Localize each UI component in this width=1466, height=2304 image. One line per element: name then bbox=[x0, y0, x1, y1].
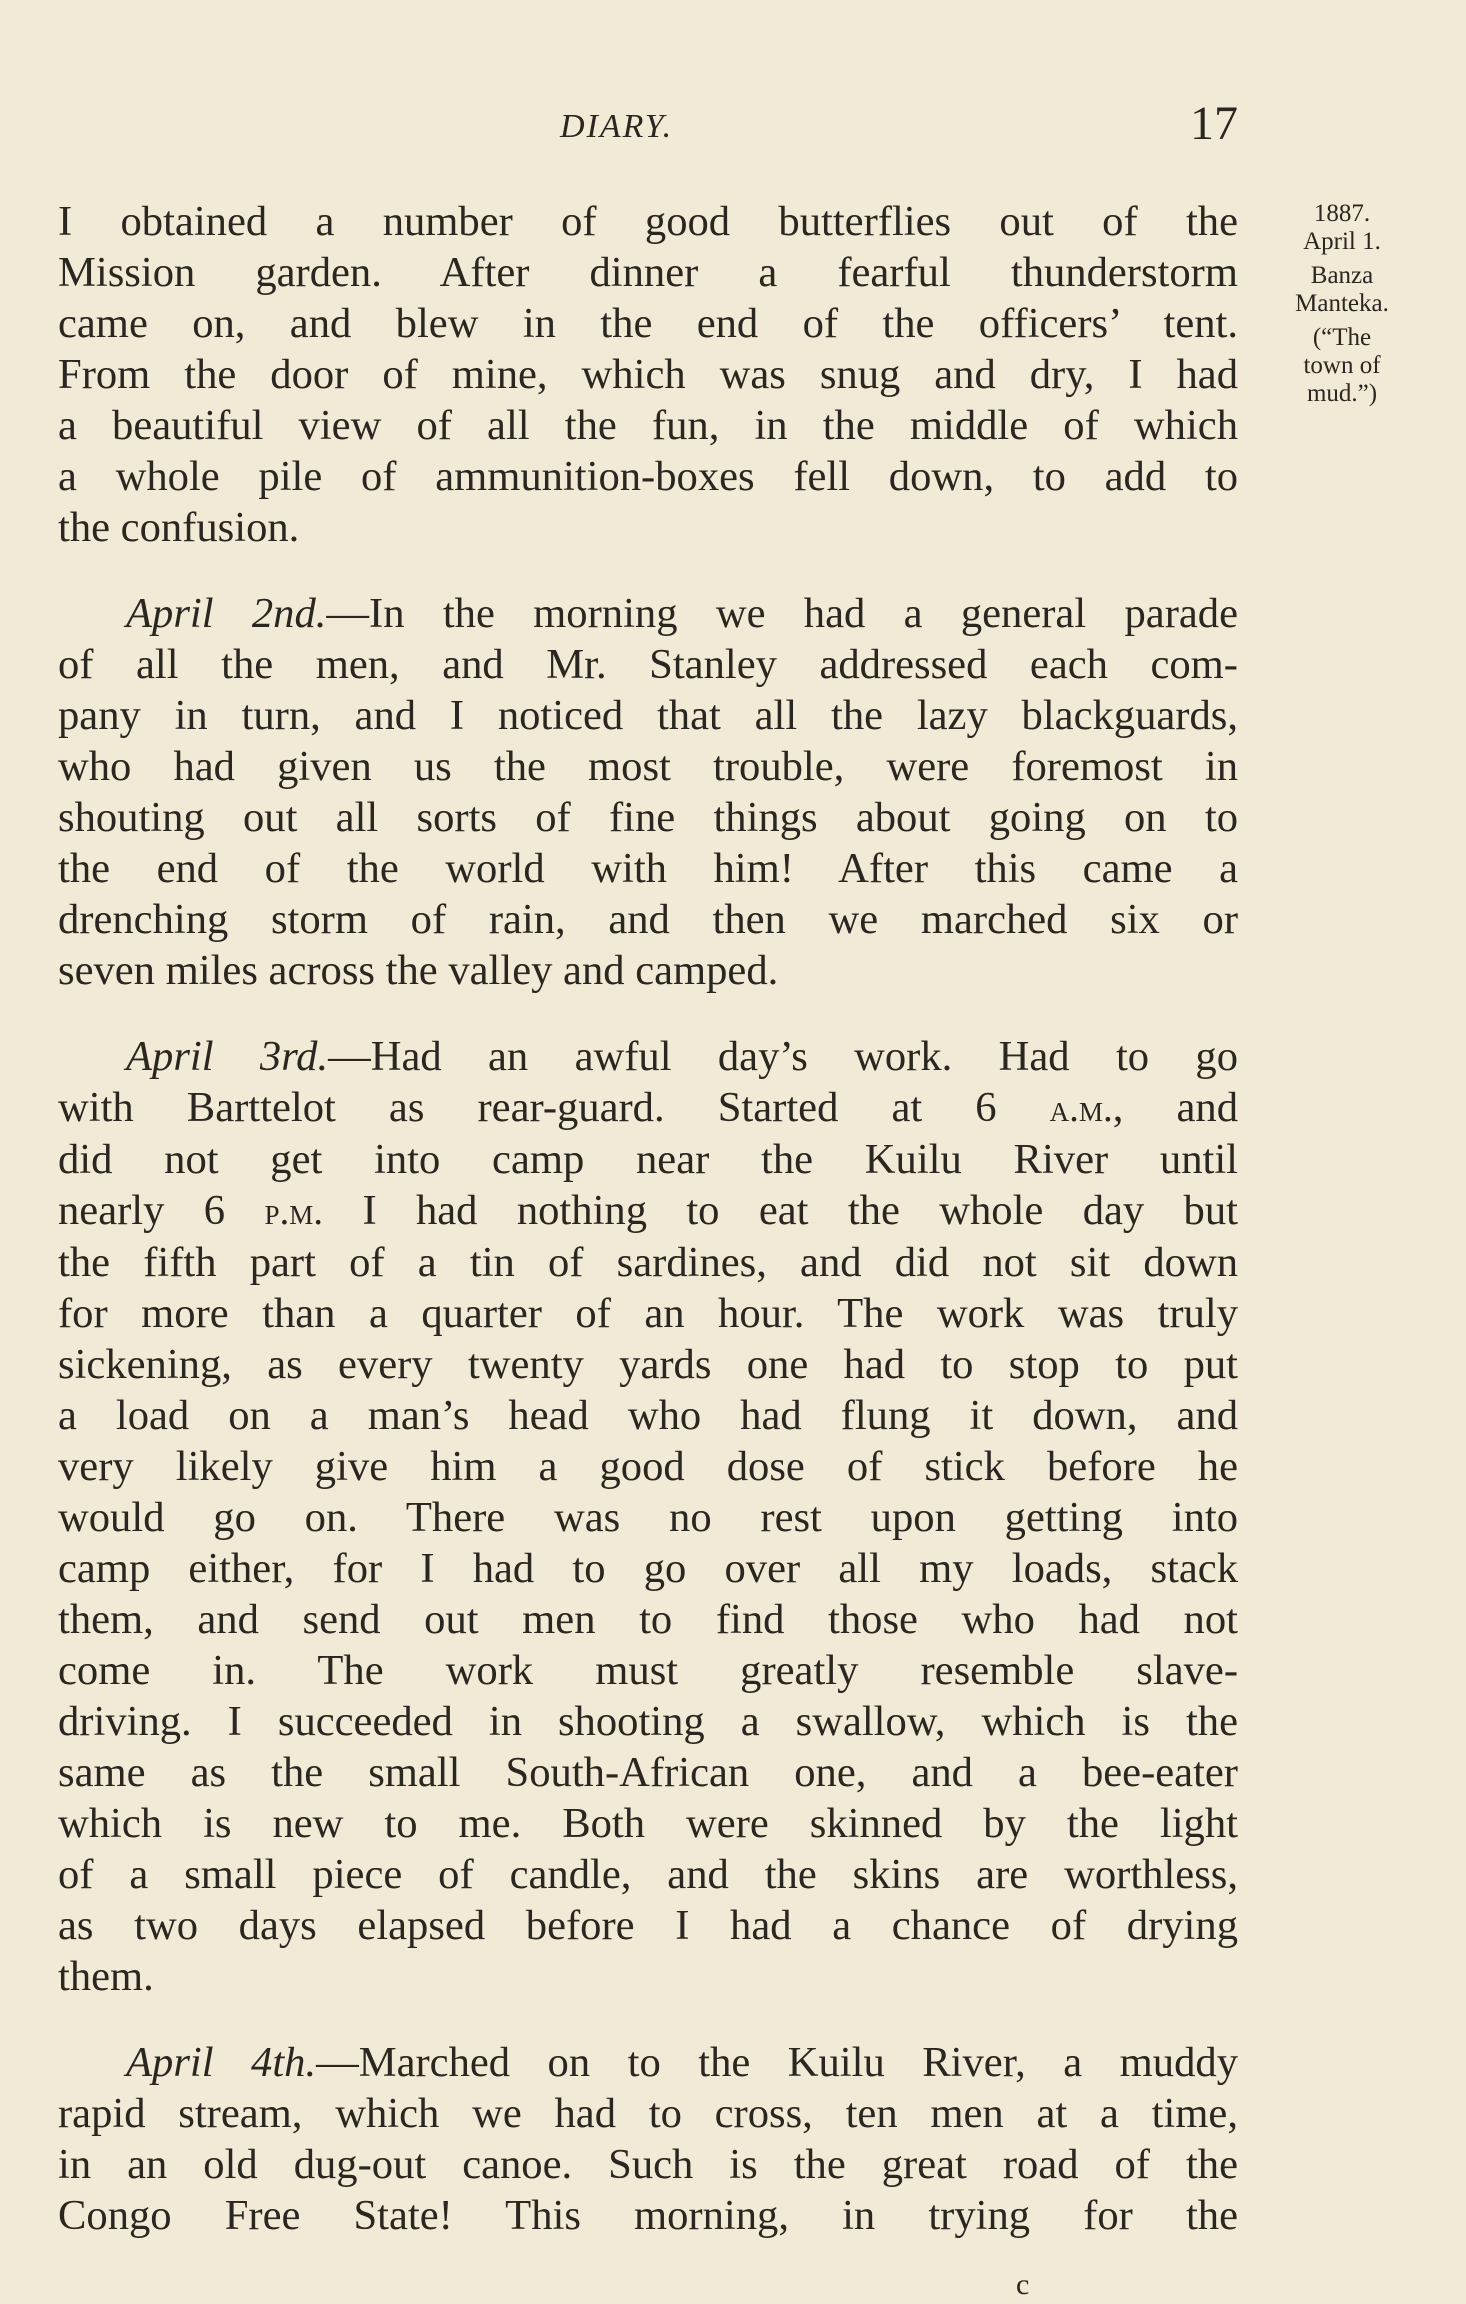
text-line: them. bbox=[58, 1953, 154, 2000]
text-segment: I had nothing to eat the whole day but bbox=[323, 1187, 1238, 1234]
text-line: as two days elapsed before I had a chance of drying bbox=[58, 1902, 1238, 1949]
text-line: very likely give him a good dose of stick before he bbox=[58, 1443, 1238, 1490]
text-line: same as the small South-African one, and a bee-eater bbox=[58, 1749, 1238, 1796]
entry-date: April 3rd. bbox=[126, 1033, 329, 1080]
text-segment: , and bbox=[1112, 1084, 1238, 1131]
signature-mark: c bbox=[1016, 2268, 1030, 2301]
body-text bbox=[58, 196, 1238, 2241]
text-line: Congo Free State! This morning, in trying for the bbox=[58, 2192, 1238, 2239]
text-line: of all the men, and Mr. Stanley addressed each com- bbox=[58, 641, 1238, 688]
page-number: 17 bbox=[1190, 97, 1238, 150]
text-line: came on, and blew in the end of the officers’ tent. bbox=[58, 300, 1238, 347]
margin-gloss-1: (“The bbox=[1312, 324, 1372, 351]
text-line: driving. I succeeded in shooting a swallow, which is the bbox=[58, 1698, 1238, 1745]
text-line bbox=[126, 588, 1238, 639]
text-line: them, and send out men to find those who had not bbox=[58, 1596, 1238, 1643]
text-line: the fifth part of a tin of sardines, and did not sit down bbox=[58, 1239, 1238, 1286]
time-pm: p.m. bbox=[264, 1190, 324, 1233]
entry-text: —In the morning we had a general parade bbox=[326, 590, 1238, 637]
text-line: in an old dug-out canoe. Such is the great road of the bbox=[58, 2141, 1238, 2188]
running-head bbox=[0, 96, 1466, 156]
margin-year: 1887. bbox=[1313, 200, 1371, 227]
text-line: rapid stream, which we had to cross, ten men at a time, bbox=[58, 2090, 1238, 2137]
margin-place-2: Manteka. bbox=[1295, 290, 1389, 317]
text-line: a load on a man’s head who had flung it down, and bbox=[58, 1392, 1238, 1439]
text-line bbox=[58, 1185, 1238, 1237]
text-line: Mission garden. After dinner a fearful thunderstorm bbox=[58, 249, 1238, 296]
text-line: did not get into camp near the Kuilu River until bbox=[58, 1136, 1238, 1183]
entry-date: April 4th. bbox=[126, 2039, 317, 2086]
text-line: for more than a quarter of an hour. The work was truly bbox=[58, 1290, 1238, 1337]
text-line: a whole pile of ammunition-boxes fell down, to add to bbox=[58, 453, 1238, 500]
text-line: seven miles across the valley and camped. bbox=[58, 947, 779, 994]
text-line: shouting out all sorts of fine things about going on to bbox=[58, 794, 1238, 841]
text-line: drenching storm of rain, and then we marched six or bbox=[58, 896, 1238, 943]
text-line: sickening, as every twenty yards one had to stop to put bbox=[58, 1341, 1238, 1388]
text-line: a beautiful view of all the fun, in the middle of which bbox=[58, 402, 1238, 449]
entry-date: April 2nd. bbox=[126, 590, 327, 637]
margin-date: April 1. bbox=[1303, 228, 1381, 255]
text-line: the confusion. bbox=[58, 504, 300, 551]
margin-place: Banza bbox=[1310, 262, 1374, 289]
text-line: of a small piece of candle, and the skins are worthless, bbox=[58, 1851, 1238, 1898]
time-am: a.m. bbox=[1049, 1087, 1113, 1130]
text-line: who had given us the most trouble, were foremost in bbox=[58, 743, 1238, 790]
text-line: which is new to me. Both were skinned by the light bbox=[58, 1800, 1238, 1847]
text-line: the end of the world with him! After this came a bbox=[58, 845, 1238, 892]
text-line: I obtained a number of good butterflies out of the bbox=[58, 198, 1238, 245]
paragraph-1 bbox=[58, 196, 1238, 553]
margin-gloss-2: town of bbox=[1303, 352, 1381, 379]
paragraph-april-4 bbox=[58, 2037, 1238, 2241]
entry-text: —Marched on to the Kuilu River, a muddy bbox=[316, 2039, 1238, 2086]
running-title: DIARY. bbox=[560, 108, 674, 145]
text-line bbox=[126, 1031, 1238, 1082]
text-line: From the door of mine, which was snug and dry, I had bbox=[58, 351, 1238, 398]
margin-gloss-3: mud.”) bbox=[1306, 380, 1378, 407]
text-line bbox=[126, 2037, 1238, 2088]
text-line: camp either, for I had to go over all my loads, stack bbox=[58, 1545, 1238, 1592]
entry-text: —Had an awful day’s work. Had to go bbox=[328, 1033, 1238, 1080]
paragraph-april-3 bbox=[58, 1031, 1238, 2002]
text-line: pany in turn, and I noticed that all the lazy blackguards, bbox=[58, 692, 1238, 739]
text-segment: with Barttelot as rear-guard. Started at 6 bbox=[58, 1084, 1050, 1131]
margin-note bbox=[1262, 200, 1422, 408]
text-segment: nearly 6 bbox=[58, 1187, 265, 1234]
text-line: would go on. There was no rest upon getting into bbox=[58, 1494, 1238, 1541]
text-line bbox=[58, 1082, 1238, 1134]
paragraph-april-2 bbox=[58, 588, 1238, 996]
text-line: come in. The work must greatly resemble slave- bbox=[58, 1647, 1238, 1694]
